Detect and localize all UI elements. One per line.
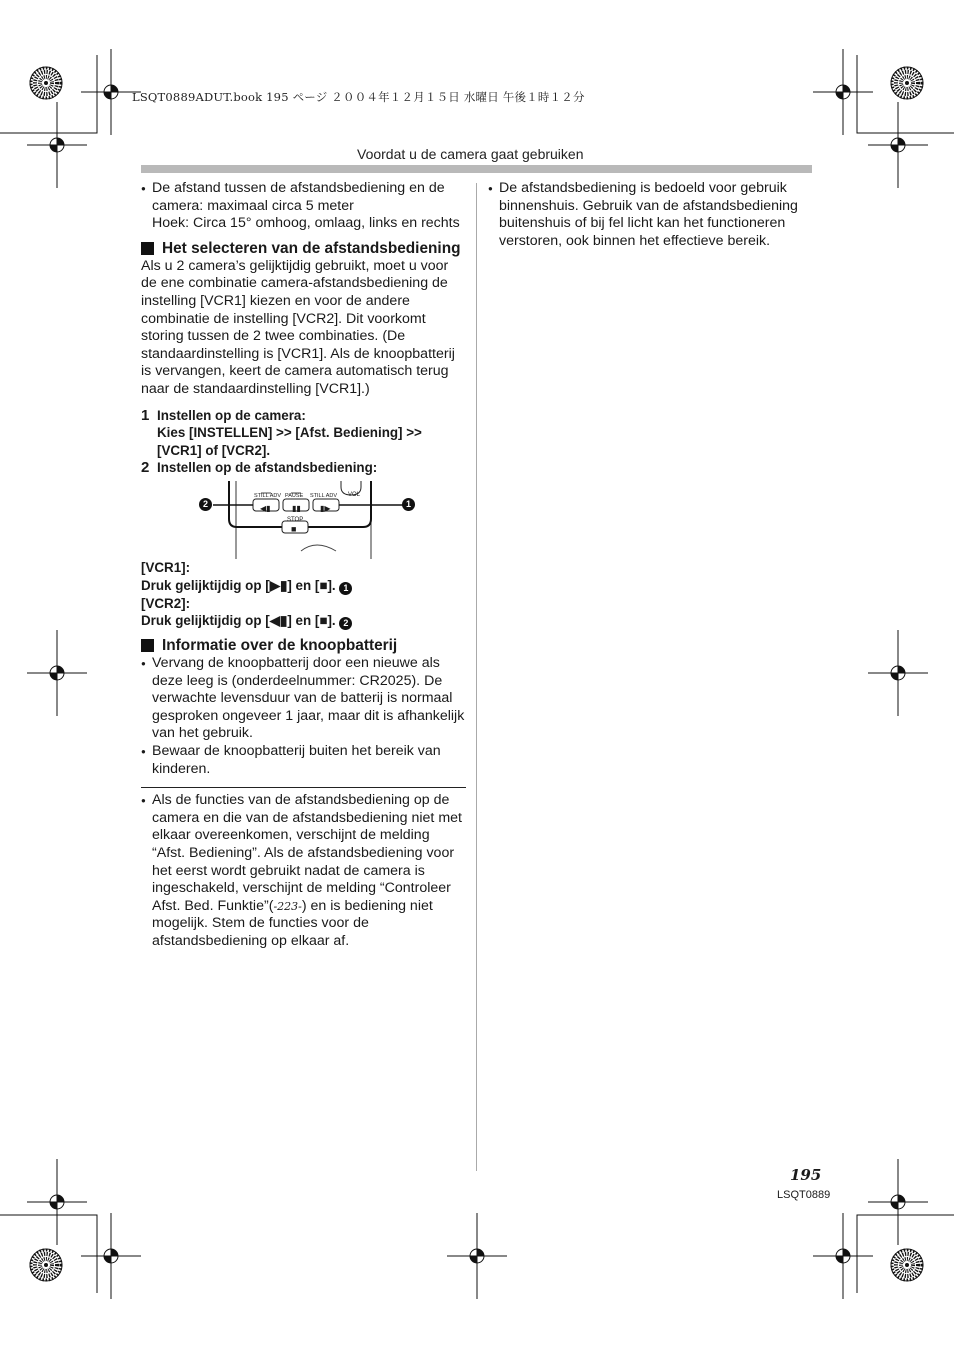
section-heading-battery: Informatie over de knoopbatterij xyxy=(141,636,466,655)
column-divider xyxy=(476,183,477,1171)
registration-rose-icon xyxy=(30,1249,62,1281)
vcr1-label: [VCR1]: xyxy=(141,559,191,575)
range-distance-text: ● De afstand tussen de afstandsbediening en de camera: maximaal circa 5 meter xyxy=(152,180,445,214)
remote-drawing xyxy=(141,481,466,559)
header-bar xyxy=(141,165,812,173)
note-divider xyxy=(141,787,466,788)
note-bullet: ● Als de functies van de afstandsbediening op de camera en die van de afstandsbediening niet met elkaar overeenkomen, verschijnt de melding “Afst. Bediening”. Als de afstandsbediening voor het eerst wordt gebruikt nadat de camera is ingeschakeld, verschijnt de melding “Controleer Afst. Bed. Funktie”(-223-) en is bediening niet mogelijk. Stem de functies voor de afstandsbediening op elkaar af. xyxy=(141,792,466,950)
callout-1-icon: 1 xyxy=(402,498,415,511)
section-square-icon xyxy=(141,242,154,255)
battery-bullet-1: ● Vervang de knoopbatterij door een nieuwe als deze leeg is (onderdeelnummer: CR2025). De verwachte levensduur van de batterij is normaal gesproken ongeveer 1 jaar, maar dit is afhankelijk van het gebruik. xyxy=(141,655,466,743)
running-head: Voordat u de camera gaat gebruiken xyxy=(357,146,584,162)
step-1 xyxy=(141,407,466,460)
registration-rose-icon xyxy=(891,1249,923,1281)
pause-icon: ▮▮ xyxy=(292,503,301,513)
registration-cross-icon xyxy=(868,102,928,188)
registration-cross-icon xyxy=(813,49,873,135)
stop-label: STOP xyxy=(287,516,304,523)
registration-cross-icon xyxy=(27,630,87,716)
registration-cross-icon xyxy=(81,1213,141,1299)
page-reference: -223- xyxy=(273,899,302,913)
still-adv-right-label: STILL ADV xyxy=(310,492,338,499)
step-number: 1 xyxy=(141,406,150,424)
left-column xyxy=(141,180,466,951)
marker-1-icon: 1 xyxy=(339,582,352,595)
vcr1-instruction: Druk gelijktijdig op [▶▮] en [■]. 1 xyxy=(141,577,466,595)
right-column xyxy=(488,180,812,250)
vcr2-label: [VCR2]: xyxy=(141,595,191,611)
document-code: LSQT0889 xyxy=(777,1189,831,1201)
still-adv-left-label: STILL ADV xyxy=(254,492,282,499)
battery-bullet-2: ● Bewaar de knoopbatterij buiten het bereik van kinderen. xyxy=(141,743,466,778)
step-title: Instellen op de camera: xyxy=(157,407,306,423)
range-bullet xyxy=(141,180,466,233)
stop-icon: ■ xyxy=(291,523,297,534)
range-angle-text: Hoek: Circa 15° omhoog, omlaag, links en rechts xyxy=(152,215,460,232)
registration-rose-icon xyxy=(30,67,62,99)
registration-cross-icon xyxy=(868,1159,928,1245)
print-info-line: LSQT0889ADUT.book 195 ページ ２００４年１２月１５日 水曜日 午後１時１２分 xyxy=(132,90,585,104)
vcr2-instruction: Druk gelijktijdig op [◀▮] en [■]. 2 xyxy=(141,612,466,630)
registration-rose-icon xyxy=(891,67,923,99)
step-number: 2 xyxy=(141,459,150,477)
remote-illustration xyxy=(141,481,466,559)
registration-cross-icon xyxy=(27,1159,87,1245)
pause-label: PAUSE xyxy=(285,492,304,499)
section-heading-remote-select: Het selecteren van de afstandsbediening xyxy=(141,239,466,258)
step-2 xyxy=(141,459,466,477)
registration-cross-icon xyxy=(868,630,928,716)
registration-cross-icon xyxy=(813,1213,873,1299)
step-instruction: Kies [INSTELLEN] >> [Afst. Bediening] >> [VCR1] of [VCR2]. xyxy=(157,425,422,458)
section-paragraph: Als u 2 camera’s gelijktijdig gebruikt, moet u voor de ene combinatie camera-afstandsbediening de instelling [VCR1] kiezen en voor de andere combinatie de instelling [VCR2]. Dit voorkomt storing tussen de 2 twee combinaties. (De standaardinstelling is [VCR1]. Als de knoopbatterij is vervangen, keert de camera automatisch terug naar de standaardinstelling [VCR1].) xyxy=(141,257,455,397)
registration-cross-icon xyxy=(447,1213,507,1299)
page-number: 195 xyxy=(790,1166,822,1184)
vol-label: VOL xyxy=(348,491,361,498)
registration-cross-icon xyxy=(27,102,87,188)
step-title: Instellen op de afstandsbediening: xyxy=(157,460,378,476)
still-adv-back-icon: ◀▮ xyxy=(260,503,271,513)
indoor-use-bullet: ● De afstandsbediening is bedoeld voor gebruik binnenshuis. Gebruik van de afstandsbediening buitenshuis of bij fel licht kan het functioneren verstoren, ook binnen het effectieve bereik. xyxy=(488,180,812,250)
callout-2-icon: 2 xyxy=(199,498,212,511)
still-adv-forward-icon: ▮▶ xyxy=(320,503,331,513)
section-square-icon xyxy=(141,639,154,652)
marker-2-icon: 2 xyxy=(339,617,352,630)
